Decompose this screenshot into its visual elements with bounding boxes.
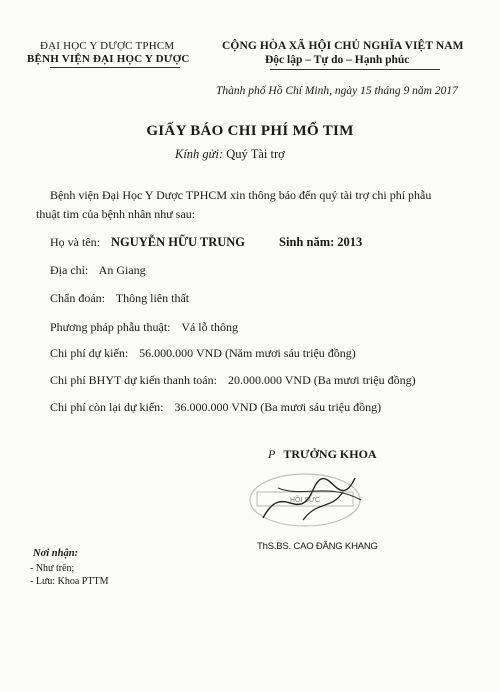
remaining-cost-row bbox=[50, 400, 381, 415]
salutation bbox=[175, 147, 285, 162]
diagnosis-value: Thông liên thất bbox=[115, 291, 190, 305]
remaining-cost-label: Chi phí còn lại dự kiến: bbox=[50, 400, 164, 414]
stamp-signature-image bbox=[243, 470, 373, 530]
birth-year: 2013 bbox=[337, 235, 363, 249]
address-row bbox=[50, 263, 146, 278]
intro-line-2: thuật tim của bệnh nhân như sau: bbox=[36, 207, 196, 221]
remaining-cost-value: 36.000.000 VND (Ba mươi sáu triệu đồng) bbox=[174, 400, 382, 414]
header-divider-right bbox=[270, 69, 440, 70]
nation-title: CỘNG HÒA XÃ HỘI CHỦ NGHĨA VIỆT NAM bbox=[222, 40, 464, 52]
document-title: GIẤY BÁO CHI PHÍ MỔ TIM bbox=[146, 123, 354, 139]
recipients-title: Nơi nhận: bbox=[33, 548, 79, 559]
salutation-value: Quý Tài trợ bbox=[226, 147, 285, 161]
signature-prefix: P bbox=[268, 447, 276, 461]
org-hospital: BỆNH VIỆN ĐẠI HỌC Y DƯỢC bbox=[27, 53, 190, 65]
estimated-cost-label: Chi phí dự kiến: bbox=[50, 346, 129, 360]
salutation-label: Kính gửi: bbox=[175, 147, 224, 161]
org-university: ĐẠI HỌC Y DƯỢC TPHCM bbox=[40, 40, 175, 52]
signature-title bbox=[268, 447, 377, 462]
address-value: An Giang bbox=[98, 263, 146, 277]
recipient-item: - Như trên; bbox=[30, 563, 75, 574]
patient-name-label: Họ và tên: bbox=[50, 235, 100, 249]
diagnosis-label: Chẩn đoán: bbox=[50, 291, 105, 305]
surgery-method-value: Vá lỗ thông bbox=[181, 320, 238, 334]
nation-motto: Độc lập – Tự do – Hạnh phúc bbox=[265, 54, 410, 66]
signature-title-text: TRƯỞNG KHOA bbox=[283, 447, 377, 461]
signer-name: ThS.BS. CAO ĐĂNG KHANG bbox=[257, 541, 378, 552]
patient-name: NGUYỄN HỮU TRUNG bbox=[111, 235, 246, 249]
intro-line-1: Bệnh viện Đại Học Y Dược TPHCM xin thông báo đến quý tài trợ chi phí phẫu bbox=[50, 188, 432, 202]
surgery-method-row bbox=[50, 320, 238, 335]
estimated-cost-value: 56.000.000 VND (Năm mươi sáu triệu đồng) bbox=[139, 346, 356, 360]
birth-year-label: Sinh năm: bbox=[279, 235, 335, 249]
estimated-cost-row bbox=[50, 346, 356, 361]
insurance-cost-value: 20.000.000 VND (Ba mươi triệu đồng) bbox=[227, 373, 416, 387]
place-date: Thành phố Hồ Chí Minh, ngày 15 tháng 9 năm 2017 bbox=[216, 85, 458, 97]
header-divider-left bbox=[50, 67, 180, 68]
recipient-item: - Lưu: Khoa PTTM bbox=[30, 576, 109, 587]
surgery-method-label: Phương pháp phẫu thuật: bbox=[50, 320, 171, 334]
patient-name-row bbox=[50, 235, 362, 250]
insurance-cost-label: Chi phí BHYT dự kiến thanh toán: bbox=[50, 373, 217, 387]
insurance-cost-row bbox=[50, 373, 416, 388]
diagnosis-row bbox=[50, 291, 189, 306]
address-label: Địa chỉ: bbox=[50, 263, 89, 277]
stamp-text: HỒI SỨC bbox=[289, 497, 321, 504]
